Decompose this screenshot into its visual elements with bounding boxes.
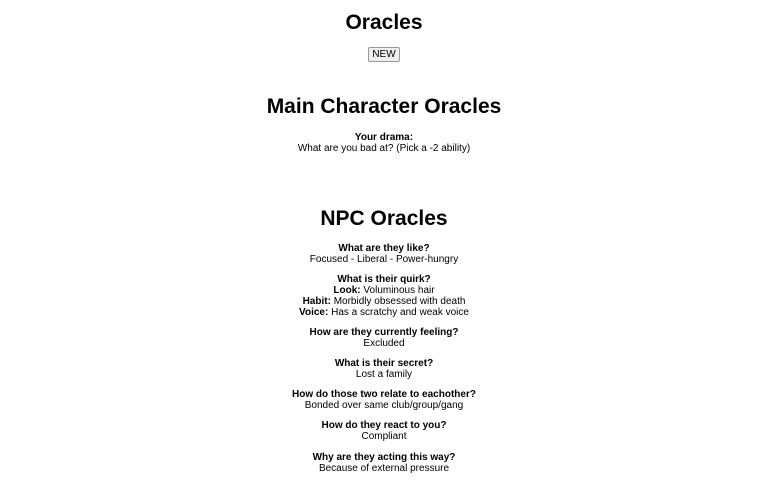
oracle-quirk <box>0 274 768 318</box>
habit-value: Morbidly obsessed with death <box>333 296 466 307</box>
oracle-relation <box>0 389 768 411</box>
main-character-oracles-title: Main Character Oracles <box>266 95 502 118</box>
oracle-secret <box>0 358 768 380</box>
oracle-answer: Compliant <box>361 431 407 442</box>
oracle-answer: Because of external pressure <box>318 463 450 474</box>
oracle-your-drama <box>0 132 768 154</box>
oracle-question: How do those two relate to eachother? <box>292 389 476 400</box>
oracle-question: How are they currently feeling? <box>309 327 459 338</box>
voice-label: Voice: <box>299 307 329 318</box>
voice-value: Has a scratchy and weak voice <box>331 307 469 318</box>
oracle-answer: What are you bad at? (Pick a -2 ability) <box>297 143 471 154</box>
oracle-reaction <box>0 420 768 442</box>
oracle-answer: Bonded over same club/group/gang <box>304 400 464 411</box>
oracle-question: Why are they acting this way? <box>312 452 456 463</box>
new-button[interactable]: NEW <box>368 47 400 62</box>
npc-oracles-title: NPC Oracles <box>320 207 448 230</box>
oracle-feeling <box>0 327 768 349</box>
oracle-answer: Lost a family <box>355 369 413 380</box>
oracle-question: Your drama: <box>354 132 414 143</box>
oracle-answer: Excluded <box>363 338 405 349</box>
oracle-what-are-they-like <box>0 243 768 265</box>
look-value: Voluminous hair <box>363 285 435 296</box>
oracle-question: How do they react to you? <box>321 420 447 431</box>
oracle-question: What is their secret? <box>334 358 434 369</box>
quirk-voice <box>0 307 768 318</box>
oracle-question: What is their quirk? <box>337 274 431 285</box>
oracle-answer: Focused - Liberal - Power-hungry <box>309 254 459 265</box>
oracle-question: What are they like? <box>338 243 430 254</box>
look-label: Look: <box>333 285 361 296</box>
quirk-habit <box>0 296 768 307</box>
oracle-motive <box>0 452 768 474</box>
page-title: Oracles <box>345 11 423 34</box>
quirk-look <box>0 285 768 296</box>
habit-label: Habit: <box>302 296 331 307</box>
